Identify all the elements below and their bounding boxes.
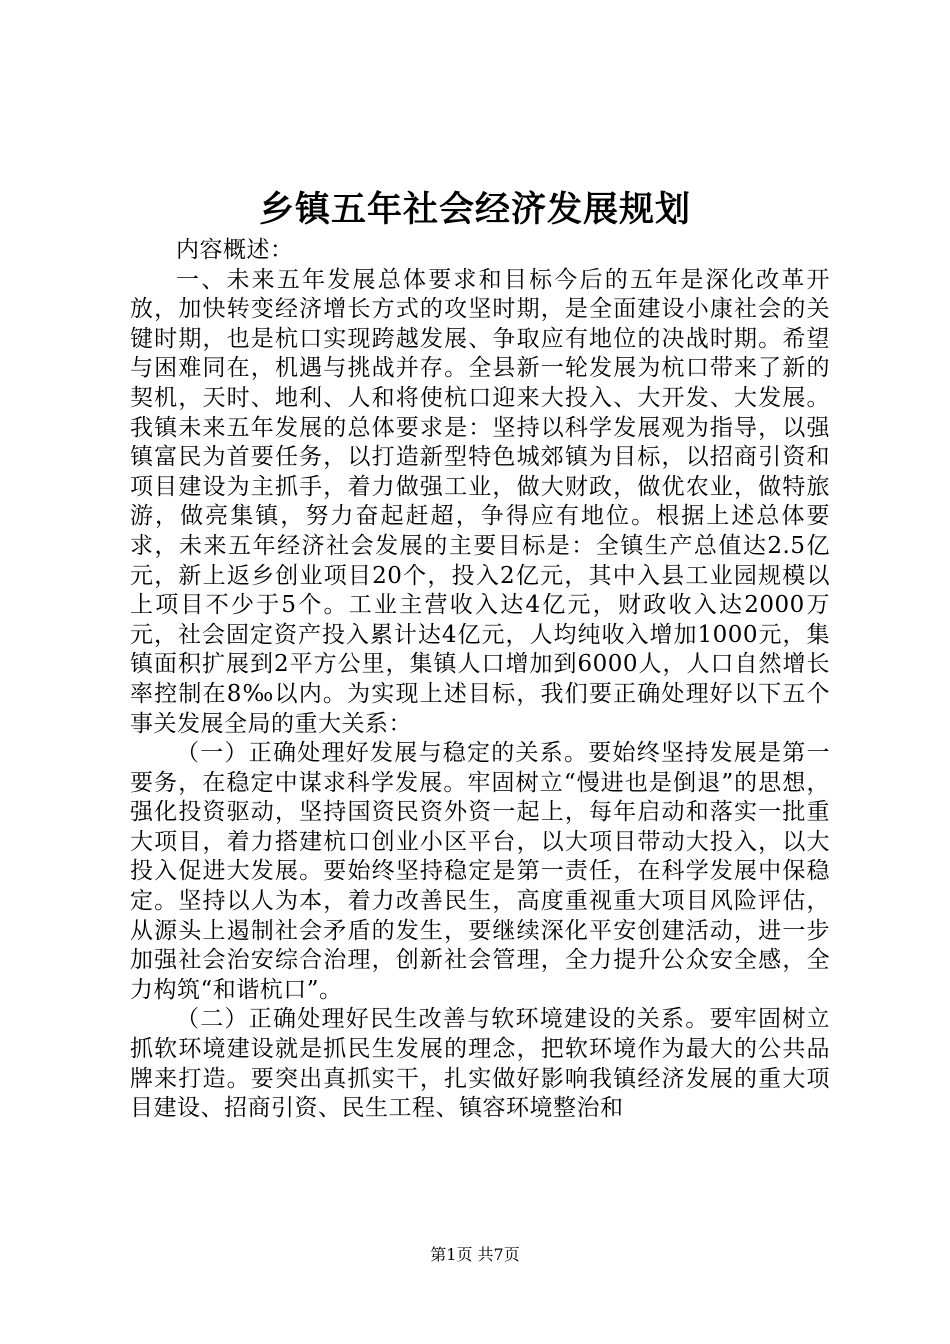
paragraph-section-2: （二）正确处理好民生改善与软环境建设的关系。要牢固树立抓软环境建设就是抓民生发展的理念，把软环境作为最大的公共品牌来打造。要突出真抓实干，扎实做好影响我镇经济发展的重大项目建设、招商引资、民生工程、镇容环境整治和	[130, 1006, 830, 1122]
document-title: 乡镇五年社会经济发展规划	[258, 189, 691, 230]
document-body	[130, 236, 830, 1124]
summary-heading: 内容概述：	[176, 237, 294, 263]
page-number-footer: 第1页 共7页	[430, 1245, 520, 1264]
paragraph-overview: 一、未来五年发展总体要求和目标今后的五年是深化改革开放，加快转变经济增长方式的攻坚时期，是全面建设小康社会的关键时期，也是杭口实现跨越发展、争取应有地位的决战时期。希望与困难同在，机遇与挑战并存。全县新一轮发展为杭口带来了新的契机，天时、地利、人和将使杭口迎来大投入、大开发、大发展。我镇未来五年发展的总体要求是：坚持以科学发展观为指导，以强镇富民为首要任务，以打造新型特色城郊镇为目标，以招商引资和项目建设为主抓手，着力做强工业，做大财政，做优农业，做特旅游，做亮集镇，努力奋起赶超，争得应有地位。根据上述总体要求，未来五年经济社会发展的主要目标是：全镇生产总值达2.5亿元，新上返乡创业项目20个，投入2亿元，其中入县工业园规模以上项目不少于5个。工业主营收入达4亿元，财政收入达2000万元，社会固定资产投入累计达4亿元，人均纯收入增加1000元，集镇面积扩展到2平方公里，集镇人口增加到6000人，人口自然增长率控制在8‰以内。为实现上述目标，我们要正确处理好以下五个事关发展全局的重大关系：	[130, 266, 830, 737]
paragraph-section-1: （一）正确处理好发展与稳定的关系。要始终坚持发展是第一要务，在稳定中谋求科学发展。牢固树立“慢进也是倒退”的思想，强化投资驱动，坚持国资民资外资一起上，每年启动和落实一批重大项目，着力搭建杭口创业小区平台，以大项目带动大投入，以大投入促进大发展。要始终坚持稳定是第一责任，在科学发展中保稳定。坚持以人为本，着力改善民生，高度重视重大项目风险评估，从源头上遏制社会矛盾的发生，要继续深化平安创建活动，进一步加强社会治安综合治理，创新社会管理，全力提升公众安全感，全力构筑“和谐杭口”。	[130, 740, 830, 1003]
